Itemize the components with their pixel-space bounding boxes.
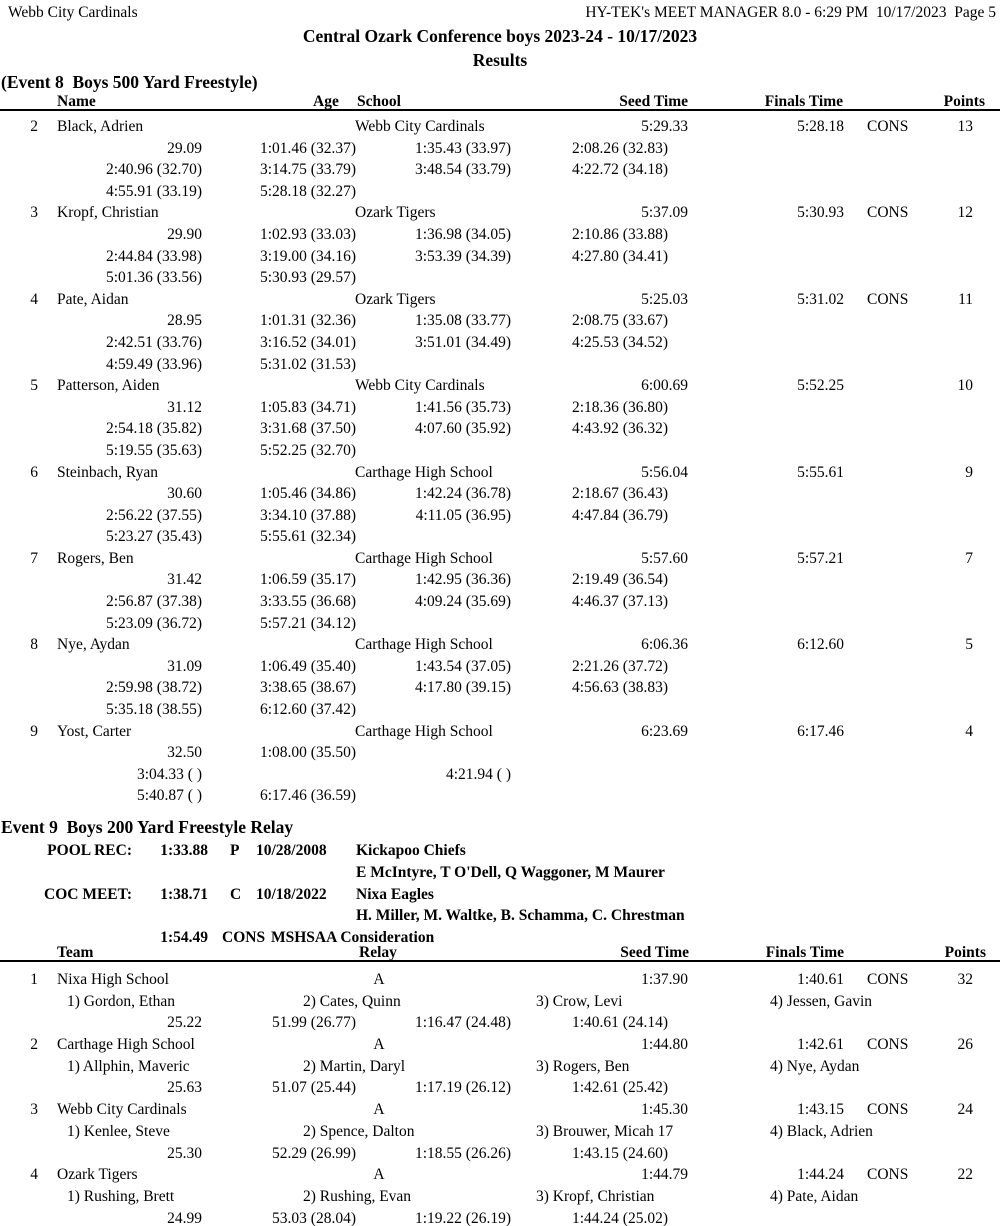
- points: 26: [957, 1036, 973, 1054]
- splits-row: [0, 1208, 1000, 1226]
- rank: 1: [30, 971, 38, 988]
- splits-row: [0, 526, 1000, 548]
- relay-result-row: [0, 969, 1000, 991]
- relay-swimmer: 4) Black, Adrien: [770, 1122, 873, 1140]
- relay-swimmer: 1) Kenlee, Steve: [67, 1122, 170, 1140]
- col-relay: Relay: [359, 944, 397, 961]
- cons-tag: CONS: [867, 1101, 909, 1119]
- relay-swimmers-row: [0, 1186, 1000, 1208]
- relay-swimmer: 3) Brouwer, Micah 17: [536, 1122, 674, 1140]
- split-time: 1:43.54 (37.05): [414, 657, 511, 675]
- finals-time: 5:52.25: [797, 377, 844, 395]
- finals-time: 6:17.46: [797, 722, 844, 740]
- split-time: 4:21.94 ( ): [445, 765, 511, 783]
- split-time: 31.12: [167, 398, 202, 416]
- split-time: 1:41.56 (35.73): [414, 398, 511, 416]
- record-time: 1:38.71: [160, 885, 208, 903]
- swimmer-name: Patterson, Aiden: [57, 377, 160, 395]
- split-time: 4:07.60 (35.92): [414, 420, 511, 438]
- col-seed-time: Seed Time: [620, 944, 689, 961]
- split-time: 2:18.36 (36.80): [571, 398, 668, 416]
- split-time: 5:23.27 (35.43): [105, 528, 202, 546]
- seed-time: 1:45.30: [641, 1101, 688, 1119]
- relay-result-row: [0, 1034, 1000, 1056]
- split-time: 2:18.67 (36.43): [571, 485, 668, 503]
- rank: 9: [30, 722, 38, 740]
- seed-time: 5:29.33: [641, 118, 688, 135]
- finals-time: 5:57.21: [797, 549, 844, 567]
- split-time: 25.30: [167, 1144, 202, 1162]
- seed-time: 1:37.90: [641, 971, 688, 988]
- splits-row: [0, 159, 1000, 181]
- split-time: 1:18.55 (26.26): [414, 1144, 511, 1162]
- result-row: [0, 116, 1000, 138]
- split-time: 1:35.43 (33.97): [414, 139, 511, 157]
- split-time: 2:40.96 (32.70): [105, 161, 202, 179]
- event8-heading: (Event 8 Boys 500 Yard Freestyle): [1, 72, 258, 92]
- school: Carthage High School: [355, 636, 493, 654]
- result-row: [0, 462, 1000, 484]
- split-time: 2:56.22 (37.55): [105, 506, 202, 524]
- page-header-left: Webb City Cardinals: [8, 4, 138, 21]
- split-time: 2:54.18 (35.82): [105, 420, 202, 438]
- event8-column-header: [0, 93, 1000, 111]
- school: Webb City Cardinals: [355, 377, 485, 395]
- relay-swimmer: 4) Pate, Aidan: [770, 1187, 859, 1205]
- rank: 8: [30, 636, 38, 654]
- split-time: 2:21.26 (37.72): [571, 657, 668, 675]
- relay-swimmer: 4) Nye, Aydan: [770, 1057, 860, 1075]
- col-school: School: [357, 93, 401, 110]
- record-description: MSHSAA Consideration: [271, 929, 435, 947]
- record-tag: P: [230, 842, 240, 859]
- points: 32: [957, 971, 973, 988]
- event9-records: [0, 840, 1000, 949]
- rank: 6: [30, 463, 38, 481]
- team-name: Nixa High School: [57, 971, 169, 988]
- points: 7: [965, 549, 973, 567]
- split-time: 1:05.83 (34.71): [259, 398, 356, 416]
- record-date: 10/18/2022: [256, 885, 327, 903]
- split-time: 1:42.61 (25.42): [571, 1079, 668, 1097]
- splits-row: [0, 310, 1000, 332]
- school: Webb City Cardinals: [355, 118, 485, 135]
- col-points: Points: [943, 93, 985, 110]
- split-time: 1:06.49 (35.40): [259, 657, 356, 675]
- split-time: 28.95: [167, 312, 202, 330]
- rank: 2: [30, 1036, 38, 1054]
- split-time: 4:43.92 (36.32): [571, 420, 668, 438]
- meet-title: Central Ozark Conference boys 2023-24 - 10/17/2023: [302, 26, 698, 46]
- splits-row: [0, 591, 1000, 613]
- rank: 7: [30, 549, 38, 567]
- team-name: Carthage High School: [57, 1036, 195, 1054]
- splits-row: [0, 267, 1000, 289]
- split-time: 4:55.91 (33.19): [105, 182, 202, 200]
- relay-swimmers-row: [0, 1056, 1000, 1078]
- finals-time: 1:43.15: [797, 1101, 844, 1119]
- points: 10: [957, 377, 973, 395]
- finals-time: 5:28.18: [797, 118, 844, 135]
- split-time: 1:36.98 (34.05): [414, 225, 511, 243]
- split-time: 1:17.19 (26.12): [414, 1079, 511, 1097]
- split-time: 4:17.80 (39.15): [414, 679, 511, 697]
- seed-time: 5:57.60: [641, 549, 688, 567]
- split-time: 3:51.01 (34.49): [414, 333, 511, 351]
- split-time: 5:35.18 (38.55): [105, 701, 202, 719]
- record-date: 10/28/2008: [256, 842, 327, 859]
- split-time: 5:31.02 (31.53): [259, 355, 356, 373]
- seed-time: 6:00.69: [641, 377, 688, 395]
- split-time: 5:52.25 (32.70): [259, 441, 356, 459]
- finals-time: 1:40.61: [797, 971, 844, 988]
- split-time: 1:19.22 (26.19): [414, 1209, 511, 1226]
- split-time: 3:53.39 (34.39): [414, 247, 511, 265]
- splits-row: [0, 742, 1000, 764]
- relay-letter: A: [373, 1166, 385, 1184]
- relay-swimmer: 4) Jessen, Gavin: [770, 992, 873, 1010]
- record-row: [0, 884, 1000, 906]
- relay-swimmer: 2) Cates, Quinn: [303, 992, 401, 1010]
- split-time: 4:47.84 (36.79): [571, 506, 668, 524]
- school: Carthage High School: [355, 463, 493, 481]
- col-name: Name: [57, 93, 96, 110]
- split-time: 4:11.05 (36.95): [415, 506, 511, 524]
- split-time: 2:10.86 (33.88): [571, 225, 668, 243]
- points: 22: [957, 1166, 973, 1184]
- relay-swimmer: 1) Allphin, Maveric: [67, 1057, 190, 1075]
- split-time: 5:23.09 (36.72): [105, 614, 202, 632]
- points: 12: [957, 204, 973, 222]
- event9-heading: Event 9 Boys 200 Yard Freestyle Relay: [1, 817, 294, 837]
- seed-time: 5:25.03: [641, 290, 688, 308]
- split-time: 3:04.33 ( ): [136, 765, 202, 783]
- cons-tag: CONS: [867, 204, 909, 222]
- split-time: 4:09.24 (35.69): [414, 593, 511, 611]
- col-finals-time: Finals Time: [764, 93, 843, 110]
- split-time: 1:44.24 (25.02): [571, 1209, 668, 1226]
- page-header-right: HY-TEK's MEET MANAGER 8.0 - 6:29 PM 10/17/2023 Page 5: [585, 4, 996, 21]
- points: 13: [957, 118, 973, 135]
- result-row: [0, 202, 1000, 224]
- split-time: 1:42.24 (36.78): [414, 485, 511, 503]
- col-finals-time: Finals Time: [765, 944, 844, 961]
- record-tag: CONS: [222, 929, 266, 947]
- points: 24: [957, 1101, 973, 1119]
- relay-result-row: [0, 1164, 1000, 1186]
- relay-swimmers-row: [0, 991, 1000, 1013]
- swimmer-name: Nye, Aydan: [57, 636, 130, 654]
- split-time: 1:02.93 (33.03): [259, 225, 356, 243]
- splits-row: [0, 181, 1000, 203]
- split-time: 3:38.65 (38.67): [259, 679, 356, 697]
- points: 11: [958, 290, 973, 308]
- event8-results: [0, 116, 1000, 807]
- split-time: 2:56.87 (37.38): [105, 593, 202, 611]
- relay-swimmer: 2) Martin, Daryl: [303, 1057, 406, 1075]
- splits-row: [0, 699, 1000, 721]
- relay-letter: A: [373, 1101, 385, 1119]
- relay-letter: A: [373, 971, 385, 988]
- split-time: 32.50: [167, 744, 202, 762]
- record-tag: C: [230, 885, 242, 903]
- seed-time: 6:06.36: [641, 636, 688, 654]
- results-subtitle: Results: [472, 50, 528, 70]
- cons-tag: CONS: [867, 290, 909, 308]
- record-holder: Nixa Eagles: [356, 885, 434, 903]
- relay-swimmer: 1) Rushing, Brett: [67, 1187, 175, 1205]
- split-time: 52.29 (26.99): [272, 1144, 356, 1162]
- record-members-row: [0, 905, 1000, 927]
- split-time: 51.07 (25.44): [272, 1079, 356, 1097]
- relay-swimmer: 3) Rogers, Ben: [536, 1057, 630, 1075]
- finals-time: 5:55.61: [797, 463, 844, 481]
- splits-row: [0, 613, 1000, 635]
- split-time: 4:27.80 (34.41): [571, 247, 668, 265]
- finals-time: 1:42.61: [797, 1036, 844, 1054]
- split-time: 1:06.59 (35.17): [259, 571, 356, 589]
- split-time: 1:01.46 (32.37): [259, 139, 356, 157]
- split-time: 4:59.49 (33.96): [105, 355, 202, 373]
- split-time: 2:42.51 (33.76): [105, 333, 202, 351]
- splits-row: [0, 332, 1000, 354]
- split-time: 5:19.55 (35.63): [105, 441, 202, 459]
- split-time: 24.99: [167, 1209, 202, 1226]
- split-time: 5:55.61 (32.34): [259, 528, 356, 546]
- split-time: 5:28.18 (32.27): [259, 182, 356, 200]
- rank: 3: [30, 1101, 38, 1119]
- split-time: 31.42: [167, 571, 202, 589]
- split-time: 4:22.72 (34.18): [571, 161, 668, 179]
- swimmer-name: Steinbach, Ryan: [57, 463, 158, 481]
- school: Carthage High School: [355, 722, 493, 740]
- cons-tag: CONS: [867, 118, 909, 135]
- split-time: 30.60: [167, 485, 202, 503]
- result-row: [0, 289, 1000, 311]
- split-time: 29.09: [167, 139, 202, 157]
- cons-tag: CONS: [867, 1036, 909, 1054]
- split-time: 1:40.61 (24.14): [571, 1014, 668, 1032]
- col-points: Points: [944, 944, 986, 961]
- seed-time: 5:56.04: [641, 463, 688, 481]
- relay-letter: A: [373, 1036, 385, 1054]
- col-seed-time: Seed Time: [619, 93, 688, 110]
- split-time: 29.90: [167, 225, 202, 243]
- split-time: 3:33.55 (36.68): [259, 593, 356, 611]
- swimmer-name: Rogers, Ben: [57, 549, 134, 567]
- relay-swimmer: 2) Spence, Dalton: [303, 1122, 415, 1140]
- split-time: 5:40.87 ( ): [136, 787, 202, 805]
- record-row: [0, 840, 1000, 862]
- splits-row: [0, 569, 1000, 591]
- record-members-row: [0, 862, 1000, 884]
- split-time: 51.99 (26.77): [272, 1014, 356, 1032]
- record-members: E McIntyre, T O'Dell, Q Waggoner, M Maurer: [356, 863, 665, 881]
- split-time: 4:46.37 (37.13): [571, 593, 668, 611]
- cons-tag: CONS: [867, 971, 909, 988]
- splits-row: [0, 505, 1000, 527]
- split-time: 1:01.31 (32.36): [259, 312, 356, 330]
- split-time: 2:08.26 (32.83): [571, 139, 668, 157]
- splits-row: [0, 483, 1000, 505]
- splits-row: [0, 677, 1000, 699]
- seed-time: 5:37.09: [641, 204, 688, 222]
- split-time: 31.09: [167, 657, 202, 675]
- rank: 3: [30, 204, 38, 222]
- finals-time: 6:12.60: [797, 636, 844, 654]
- split-time: 1:43.15 (24.60): [571, 1144, 668, 1162]
- splits-row: [0, 440, 1000, 462]
- col-age: Age: [313, 93, 339, 110]
- split-time: 4:25.53 (34.52): [571, 333, 668, 351]
- team-name: Ozark Tigers: [57, 1166, 138, 1184]
- split-time: 25.63: [167, 1079, 202, 1097]
- seed-time: 1:44.80: [641, 1036, 688, 1054]
- school: Ozark Tigers: [355, 204, 436, 222]
- record-label: POOL REC:: [47, 842, 132, 859]
- split-time: 1:16.47 (24.48): [414, 1014, 511, 1032]
- splits-row: [0, 138, 1000, 160]
- points: 4: [965, 722, 973, 740]
- splits-row: [0, 1012, 1000, 1034]
- split-time: 3:34.10 (37.88): [259, 506, 356, 524]
- splits-row: [0, 1077, 1000, 1099]
- record-holder: Kickapoo Chiefs: [356, 842, 466, 859]
- record-label: COC MEET:: [44, 885, 132, 903]
- rank: 4: [30, 290, 38, 308]
- swimmer-name: Yost, Carter: [57, 722, 132, 740]
- record-members: H. Miller, M. Waltke, B. Schamma, C. Chrestman: [356, 907, 685, 925]
- split-time: 1:42.95 (36.36): [414, 571, 511, 589]
- splits-row: [0, 224, 1000, 246]
- rank: 4: [30, 1166, 38, 1184]
- seed-time: 6:23.69: [641, 722, 688, 740]
- points: 5: [965, 636, 973, 654]
- split-time: 2:08.75 (33.67): [571, 312, 668, 330]
- school: Ozark Tigers: [355, 290, 436, 308]
- finals-time: 5:30.93: [797, 204, 844, 222]
- splits-row: [0, 354, 1000, 376]
- event9-results: [0, 969, 1000, 1226]
- relay-swimmer: 2) Rushing, Evan: [303, 1187, 412, 1205]
- split-time: 5:57.21 (34.12): [259, 614, 356, 632]
- record-time: 1:54.49: [160, 929, 208, 947]
- splits-row: [0, 397, 1000, 419]
- rank: 5: [30, 377, 38, 395]
- swimmer-name: Black, Adrien: [57, 118, 144, 135]
- team-name: Webb City Cardinals: [57, 1101, 187, 1119]
- relay-swimmer: 1) Gordon, Ethan: [67, 992, 176, 1010]
- finals-time: 5:31.02: [797, 290, 844, 308]
- split-time: 3:19.00 (34.16): [259, 247, 356, 265]
- split-time: 5:01.36 (33.56): [105, 269, 202, 287]
- finals-time: 1:44.24: [797, 1166, 844, 1184]
- splits-row: [0, 656, 1000, 678]
- split-time: 2:19.49 (36.54): [571, 571, 668, 589]
- split-time: 3:48.54 (33.79): [414, 161, 511, 179]
- relay-swimmer: 3) Crow, Levi: [536, 992, 623, 1010]
- split-time: 3:16.52 (34.01): [259, 333, 356, 351]
- split-time: 6:12.60 (37.42): [259, 701, 356, 719]
- points: 9: [965, 463, 973, 481]
- splits-row: [0, 246, 1000, 268]
- result-row: [0, 548, 1000, 570]
- split-time: 2:59.98 (38.72): [105, 679, 202, 697]
- split-time: 4:56.63 (38.83): [571, 679, 668, 697]
- relay-result-row: [0, 1099, 1000, 1121]
- relay-swimmer: 3) Kropf, Christian: [536, 1187, 655, 1205]
- split-time: 25.22: [167, 1014, 202, 1032]
- splits-row: [0, 764, 1000, 786]
- splits-row: [0, 418, 1000, 440]
- splits-row: [0, 785, 1000, 807]
- result-row: [0, 721, 1000, 743]
- result-row: [0, 634, 1000, 656]
- split-time: 3:14.75 (33.79): [259, 161, 356, 179]
- swimmer-name: Pate, Aidan: [57, 290, 129, 308]
- col-team: Team: [57, 944, 94, 961]
- result-row: [0, 375, 1000, 397]
- record-time: 1:33.88: [160, 842, 208, 859]
- split-time: 1:35.08 (33.77): [414, 312, 511, 330]
- rank: 2: [30, 118, 38, 135]
- split-time: 1:08.00 (35.50): [259, 744, 356, 762]
- splits-row: [0, 1143, 1000, 1165]
- relay-swimmers-row: [0, 1121, 1000, 1143]
- seed-time: 1:44.79: [641, 1166, 688, 1184]
- split-time: 53.03 (28.04): [272, 1209, 356, 1226]
- split-time: 2:44.84 (33.98): [105, 247, 202, 265]
- split-time: 5:30.93 (29.57): [259, 269, 356, 287]
- cons-tag: CONS: [867, 1166, 909, 1184]
- event9-column-header: [0, 944, 1000, 962]
- swimmer-name: Kropf, Christian: [57, 204, 159, 222]
- split-time: 1:05.46 (34.86): [259, 485, 356, 503]
- split-time: 3:31.68 (37.50): [259, 420, 356, 438]
- split-time: 6:17.46 (36.59): [259, 787, 356, 805]
- school: Carthage High School: [355, 549, 493, 567]
